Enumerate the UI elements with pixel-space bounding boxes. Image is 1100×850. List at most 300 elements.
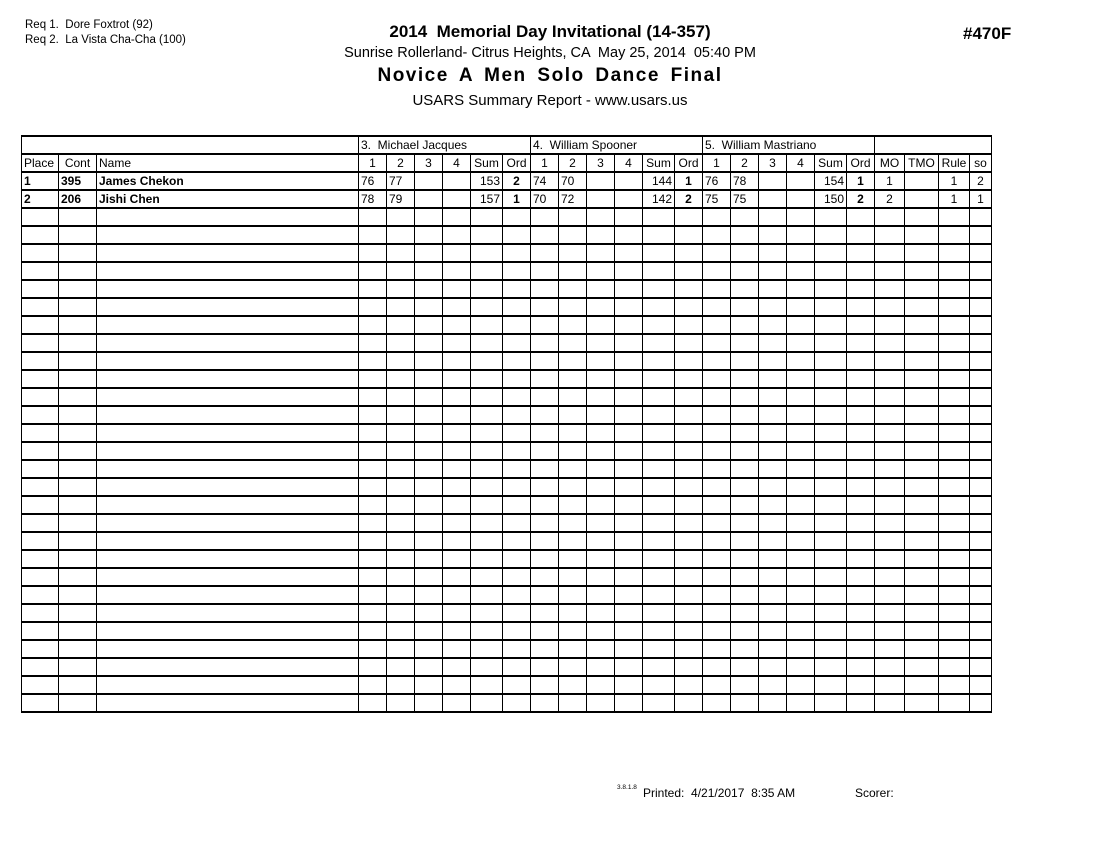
ord-cell	[675, 514, 703, 532]
mark-cell	[615, 316, 643, 334]
ord-cell	[503, 316, 531, 334]
mark-cell	[443, 352, 471, 370]
mark-cell	[387, 226, 415, 244]
sum-cell: 142	[643, 190, 675, 208]
mark-cell	[703, 622, 731, 640]
mark-cell	[359, 298, 387, 316]
ord-cell	[675, 676, 703, 694]
ord-cell	[675, 280, 703, 298]
name-cell	[97, 298, 359, 316]
cont-cell	[59, 568, 97, 586]
mark-cell	[703, 298, 731, 316]
ord-cell	[503, 244, 531, 262]
place-cell	[22, 406, 59, 424]
mark-cell: 79	[387, 190, 415, 208]
so-cell	[970, 244, 992, 262]
mark-cell	[787, 370, 815, 388]
mo-cell	[875, 622, 905, 640]
mark-cell	[443, 478, 471, 496]
sum-cell	[471, 460, 503, 478]
mo-cell	[875, 514, 905, 532]
mark-cell	[731, 244, 759, 262]
mark-cell	[787, 514, 815, 532]
tmo-cell	[905, 694, 939, 712]
mark-cell	[387, 676, 415, 694]
mark-cell	[559, 226, 587, 244]
mark-cell	[387, 550, 415, 568]
mark-cell	[759, 352, 787, 370]
mark-cell	[531, 550, 559, 568]
so-cell	[970, 658, 992, 676]
ord-cell	[503, 298, 531, 316]
sum-cell	[643, 550, 675, 568]
empty-row	[22, 514, 992, 532]
rule-cell	[939, 496, 970, 514]
ord-cell	[847, 550, 875, 568]
ord-cell	[675, 406, 703, 424]
ord-cell	[503, 514, 531, 532]
sum-cell	[471, 208, 503, 226]
ord-cell	[847, 622, 875, 640]
sum-cell	[815, 514, 847, 532]
ord-cell	[503, 622, 531, 640]
so-cell	[970, 334, 992, 352]
empty-row	[22, 586, 992, 604]
mark-cell	[615, 424, 643, 442]
mark-cell	[531, 424, 559, 442]
mark-cell	[587, 406, 615, 424]
mark-cell	[359, 334, 387, 352]
report-version: 3.8.1.8	[617, 784, 637, 791]
ord-cell	[503, 262, 531, 280]
mark-cell	[443, 406, 471, 424]
mark-cell	[731, 460, 759, 478]
cont-cell	[59, 406, 97, 424]
sum-cell	[471, 424, 503, 442]
so-cell	[970, 370, 992, 388]
mark-cell: 77	[387, 172, 415, 190]
mark-cell	[587, 568, 615, 586]
mark-cell	[615, 280, 643, 298]
mark-cell	[531, 334, 559, 352]
mark-cell	[359, 352, 387, 370]
mark-cell	[359, 676, 387, 694]
tmo-cell	[905, 406, 939, 424]
sum-cell	[471, 298, 503, 316]
sum-cell: 150	[815, 190, 847, 208]
judge-name-cell-4: 4. William Spooner	[531, 136, 703, 154]
mark-cell	[359, 622, 387, 640]
place-cell	[22, 604, 59, 622]
mark-cell	[615, 370, 643, 388]
mark-cell	[443, 604, 471, 622]
mark-cell	[531, 478, 559, 496]
so-cell	[970, 478, 992, 496]
tmo-cell	[905, 352, 939, 370]
place-cell	[22, 442, 59, 460]
ord-cell	[503, 676, 531, 694]
ord-cell	[847, 334, 875, 352]
so-cell	[970, 550, 992, 568]
place-cell	[22, 694, 59, 712]
name-cell	[97, 352, 359, 370]
so-cell	[970, 568, 992, 586]
header-ord-cell: Ord	[675, 154, 703, 172]
rule-cell	[939, 226, 970, 244]
ord-cell	[847, 244, 875, 262]
place-cell: 1	[22, 172, 59, 190]
mark-cell	[615, 514, 643, 532]
mark-cell	[787, 172, 815, 190]
tmo-cell	[905, 550, 939, 568]
mark-cell	[443, 622, 471, 640]
tmo-cell	[905, 244, 939, 262]
place-cell	[22, 514, 59, 532]
tmo-cell	[905, 460, 939, 478]
tmo-cell	[905, 640, 939, 658]
mark-cell	[759, 244, 787, 262]
sum-cell	[471, 334, 503, 352]
so-cell	[970, 298, 992, 316]
mark-cell	[703, 478, 731, 496]
mark-cell	[559, 442, 587, 460]
rule-cell	[939, 550, 970, 568]
sum-cell	[643, 406, 675, 424]
mark-cell	[759, 226, 787, 244]
place-cell	[22, 334, 59, 352]
ord-cell	[675, 478, 703, 496]
so-cell	[970, 352, 992, 370]
header-mark-cell: 2	[387, 154, 415, 172]
mark-cell	[387, 208, 415, 226]
mark-cell	[559, 208, 587, 226]
mark-cell	[703, 280, 731, 298]
mark-cell	[703, 658, 731, 676]
mark-cell	[759, 658, 787, 676]
rule-cell	[939, 676, 970, 694]
sum-cell	[643, 478, 675, 496]
sum-cell	[815, 532, 847, 550]
sum-cell	[815, 694, 847, 712]
ord-cell	[675, 640, 703, 658]
mark-cell	[587, 676, 615, 694]
mark-cell	[559, 550, 587, 568]
mark-cell	[531, 460, 559, 478]
mark-cell	[559, 388, 587, 406]
ord-cell	[847, 478, 875, 496]
so-cell	[970, 460, 992, 478]
cont-cell	[59, 514, 97, 532]
mark-cell	[759, 334, 787, 352]
name-cell	[97, 442, 359, 460]
cont-cell	[59, 262, 97, 280]
mark-cell	[559, 658, 587, 676]
mark-cell	[559, 406, 587, 424]
mark-cell	[531, 568, 559, 586]
mo-cell	[875, 406, 905, 424]
mo-cell	[875, 460, 905, 478]
results-table	[21, 135, 992, 713]
mark-cell	[703, 334, 731, 352]
header-mark-cell: 2	[559, 154, 587, 172]
rule-cell	[939, 244, 970, 262]
mark-cell	[703, 208, 731, 226]
sum-cell	[643, 334, 675, 352]
empty-row	[22, 640, 992, 658]
mark-cell	[731, 262, 759, 280]
sum-cell	[815, 460, 847, 478]
mark-cell	[587, 694, 615, 712]
mark-cell	[615, 568, 643, 586]
sum-cell	[471, 694, 503, 712]
ord-cell	[503, 388, 531, 406]
mo-cell: 2	[875, 190, 905, 208]
mark-cell	[731, 334, 759, 352]
sum-cell	[815, 424, 847, 442]
mark-cell	[787, 226, 815, 244]
empty-row	[22, 208, 992, 226]
cont-cell	[59, 424, 97, 442]
empty-row	[22, 334, 992, 352]
sum-cell	[643, 604, 675, 622]
mark-cell	[587, 478, 615, 496]
header-mark-cell: 1	[359, 154, 387, 172]
ord-cell	[847, 280, 875, 298]
rule-cell	[939, 424, 970, 442]
place-cell	[22, 532, 59, 550]
mark-cell	[443, 550, 471, 568]
mark-cell	[787, 424, 815, 442]
mark-cell	[415, 172, 443, 190]
place-cell	[22, 370, 59, 388]
mark-cell	[731, 208, 759, 226]
sum-cell	[815, 352, 847, 370]
mark-cell	[387, 622, 415, 640]
tmo-cell	[905, 172, 939, 190]
sum-cell: 144	[643, 172, 675, 190]
mark-cell	[531, 226, 559, 244]
sum-cell	[815, 496, 847, 514]
mark-cell: 75	[731, 190, 759, 208]
place-cell	[22, 622, 59, 640]
header-mark-cell: 4	[615, 154, 643, 172]
name-cell	[97, 604, 359, 622]
place-cell	[22, 208, 59, 226]
place-cell	[22, 280, 59, 298]
sum-cell	[815, 676, 847, 694]
empty-row	[22, 622, 992, 640]
mark-cell	[787, 586, 815, 604]
mark-cell	[387, 244, 415, 262]
place-cell: 2	[22, 190, 59, 208]
ord-cell	[847, 514, 875, 532]
mark-cell	[559, 694, 587, 712]
empty-row	[22, 496, 992, 514]
scorer-label: Scorer:	[855, 786, 894, 800]
mark-cell	[443, 676, 471, 694]
mark-cell	[559, 460, 587, 478]
mark-cell	[787, 388, 815, 406]
empty-row	[22, 244, 992, 262]
mark-cell	[559, 298, 587, 316]
mark-cell	[787, 280, 815, 298]
tmo-cell	[905, 532, 939, 550]
mark-cell	[587, 622, 615, 640]
mark-cell	[387, 478, 415, 496]
mark-cell	[587, 316, 615, 334]
ord-cell	[675, 442, 703, 460]
empty-row	[22, 424, 992, 442]
mark-cell	[703, 406, 731, 424]
mark-cell	[359, 532, 387, 550]
sum-cell	[471, 244, 503, 262]
mark-cell	[559, 622, 587, 640]
tmo-cell	[905, 388, 939, 406]
sum-cell	[471, 370, 503, 388]
mark-cell	[787, 568, 815, 586]
place-cell	[22, 640, 59, 658]
mark-cell: 70	[559, 172, 587, 190]
name-cell	[97, 370, 359, 388]
ord-cell	[503, 334, 531, 352]
ord-cell	[847, 442, 875, 460]
name-cell	[97, 622, 359, 640]
cont-cell	[59, 370, 97, 388]
mark-cell	[587, 172, 615, 190]
mark-cell	[787, 640, 815, 658]
mark-cell	[531, 532, 559, 550]
sum-cell	[815, 658, 847, 676]
name-cell	[97, 244, 359, 262]
mark-cell	[787, 334, 815, 352]
mark-cell	[443, 640, 471, 658]
mark-cell	[559, 370, 587, 388]
name-cell	[97, 658, 359, 676]
mark-cell	[415, 352, 443, 370]
cont-cell	[59, 640, 97, 658]
mark-cell	[787, 658, 815, 676]
mark-cell	[531, 496, 559, 514]
ord-cell	[675, 532, 703, 550]
mark-cell: 78	[359, 190, 387, 208]
place-cell	[22, 262, 59, 280]
name-cell	[97, 460, 359, 478]
cont-cell	[59, 676, 97, 694]
empty-row	[22, 694, 992, 712]
mark-cell	[759, 514, 787, 532]
mo-cell	[875, 604, 905, 622]
sum-cell	[815, 226, 847, 244]
mark-cell	[731, 550, 759, 568]
mark-cell	[731, 496, 759, 514]
mark-cell	[787, 208, 815, 226]
rule-cell	[939, 586, 970, 604]
ord-cell	[675, 208, 703, 226]
mark-cell	[587, 604, 615, 622]
tmo-cell	[905, 280, 939, 298]
name-cell	[97, 514, 359, 532]
so-cell	[970, 604, 992, 622]
tmo-cell	[905, 370, 939, 388]
mark-cell	[559, 352, 587, 370]
sum-cell	[471, 604, 503, 622]
mark-cell	[615, 388, 643, 406]
mark-cell	[615, 298, 643, 316]
mark-cell	[559, 244, 587, 262]
printed-timestamp: Printed: 4/21/2017 8:35 AM	[643, 786, 796, 800]
mo-cell	[875, 352, 905, 370]
place-cell	[22, 244, 59, 262]
req-line-2: Req 2. La Vista Cha-Cha (100)	[25, 34, 186, 46]
so-cell: 1	[970, 190, 992, 208]
mark-cell	[703, 316, 731, 334]
mark-cell	[387, 514, 415, 532]
name-cell	[97, 676, 359, 694]
rule-cell	[939, 370, 970, 388]
mark-cell	[731, 568, 759, 586]
name-cell	[97, 496, 359, 514]
mark-cell	[443, 532, 471, 550]
ord-cell	[675, 658, 703, 676]
mark-cell	[587, 280, 615, 298]
place-cell	[22, 316, 59, 334]
ord-cell	[675, 424, 703, 442]
tmo-cell	[905, 568, 939, 586]
mark-cell	[731, 532, 759, 550]
mark-cell	[443, 262, 471, 280]
ord-cell	[503, 280, 531, 298]
mark-cell	[587, 388, 615, 406]
sum-cell	[643, 370, 675, 388]
mark-cell	[703, 460, 731, 478]
mark-cell	[615, 244, 643, 262]
mark-cell	[559, 604, 587, 622]
mo-cell	[875, 532, 905, 550]
place-cell	[22, 388, 59, 406]
cont-cell	[59, 244, 97, 262]
mark-cell	[415, 478, 443, 496]
mark-cell	[615, 460, 643, 478]
header-mark-cell: 3	[759, 154, 787, 172]
ord-cell	[847, 604, 875, 622]
sum-cell	[643, 208, 675, 226]
mark-cell	[443, 568, 471, 586]
sum-cell	[815, 388, 847, 406]
sum-cell	[815, 370, 847, 388]
place-cell	[22, 586, 59, 604]
mark-cell	[443, 496, 471, 514]
ord-cell	[503, 352, 531, 370]
column-header-row	[22, 154, 992, 172]
empty-row	[22, 280, 992, 298]
mark-cell	[559, 496, 587, 514]
mark-cell	[587, 658, 615, 676]
mark-cell	[359, 586, 387, 604]
mark-cell	[787, 262, 815, 280]
mo-cell	[875, 586, 905, 604]
place-cell	[22, 298, 59, 316]
name-cell	[97, 568, 359, 586]
mo-cell	[875, 424, 905, 442]
mark-cell	[415, 280, 443, 298]
header-sum-cell: Sum	[471, 154, 503, 172]
mark-cell	[587, 442, 615, 460]
empty-row	[22, 262, 992, 280]
ord-cell	[503, 406, 531, 424]
mark-cell	[559, 262, 587, 280]
mark-cell	[759, 316, 787, 334]
mo-cell	[875, 262, 905, 280]
